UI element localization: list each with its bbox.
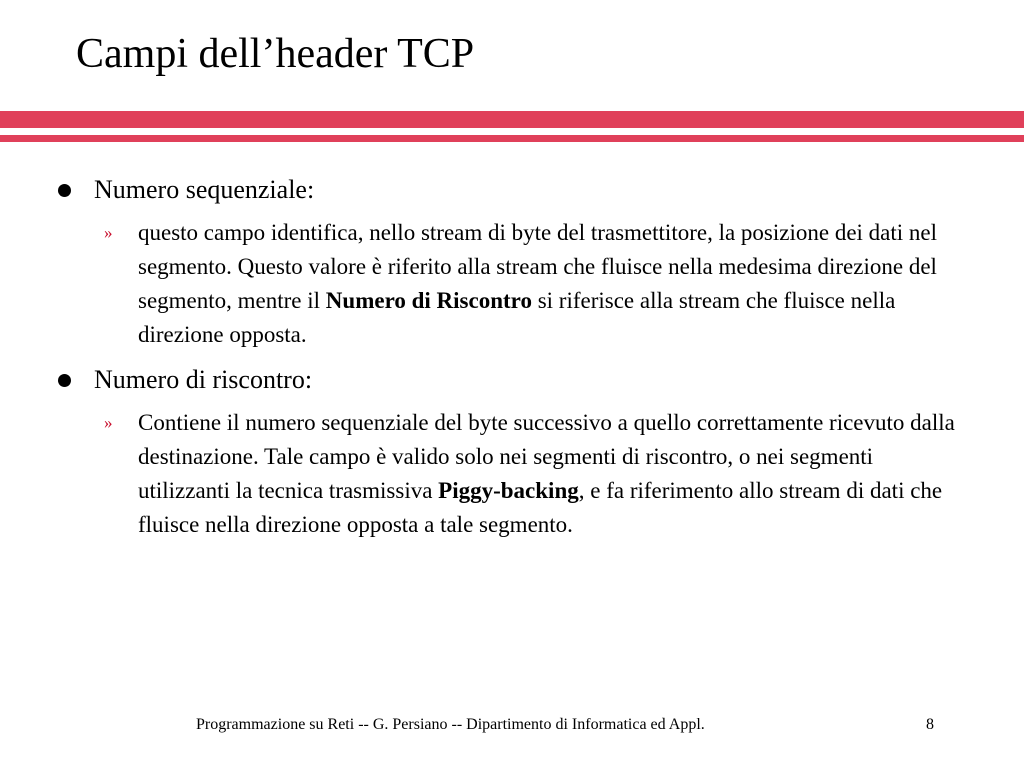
slide-title: Campi dell’header TCP (76, 31, 475, 77)
sub-bullet-text: Contiene il numero sequenziale del byte successivo a quello correttamente ricevuto dalla destinazione. Tale campo è valido solo nei segmenti di riscontro, o nei segmenti utilizzanti la tecnica trasmissiva Piggy-backing, e fa riferimento allo stream di dati che fluisce nella direzione opposta a tale segmento. (138, 410, 955, 537)
divider-stripe-thick (0, 111, 1024, 128)
bullet-item (56, 362, 976, 542)
bold-term: Piggy-backing (438, 478, 579, 503)
bold-term: Numero di Riscontro (325, 288, 532, 313)
slide-footer (0, 716, 1024, 740)
bullet-dot-icon (56, 172, 94, 208)
sub-bullet-icon: » (104, 223, 113, 242)
footer-text: Programmazione su Reti -- G. Persiano -- Dipartimento di Informatica ed Appl. (196, 716, 705, 733)
bullet-item (56, 172, 976, 352)
page-number: 8 (926, 716, 934, 733)
slide-body (56, 172, 976, 542)
sub-bullet-item (104, 216, 976, 352)
bullet-dot-icon (56, 362, 94, 398)
sub-bullet-text: questo campo identifica, nello stream di byte del trasmettitore, la posizione dei dati nel segmento. Questo valore è riferito alla stream che fluisce nella medesima direzione del segmento, mentre il Numero di Riscontro si riferisce alla stream che fluisce nella direzione opposta. (138, 220, 938, 347)
sub-bullet-item (104, 406, 976, 542)
bullet-heading: Numero di riscontro: (94, 365, 313, 394)
title-divider (0, 111, 1024, 142)
bullet-heading: Numero sequenziale: (94, 175, 315, 204)
divider-stripe-thin (0, 135, 1024, 142)
sub-bullet-icon: » (104, 413, 113, 432)
